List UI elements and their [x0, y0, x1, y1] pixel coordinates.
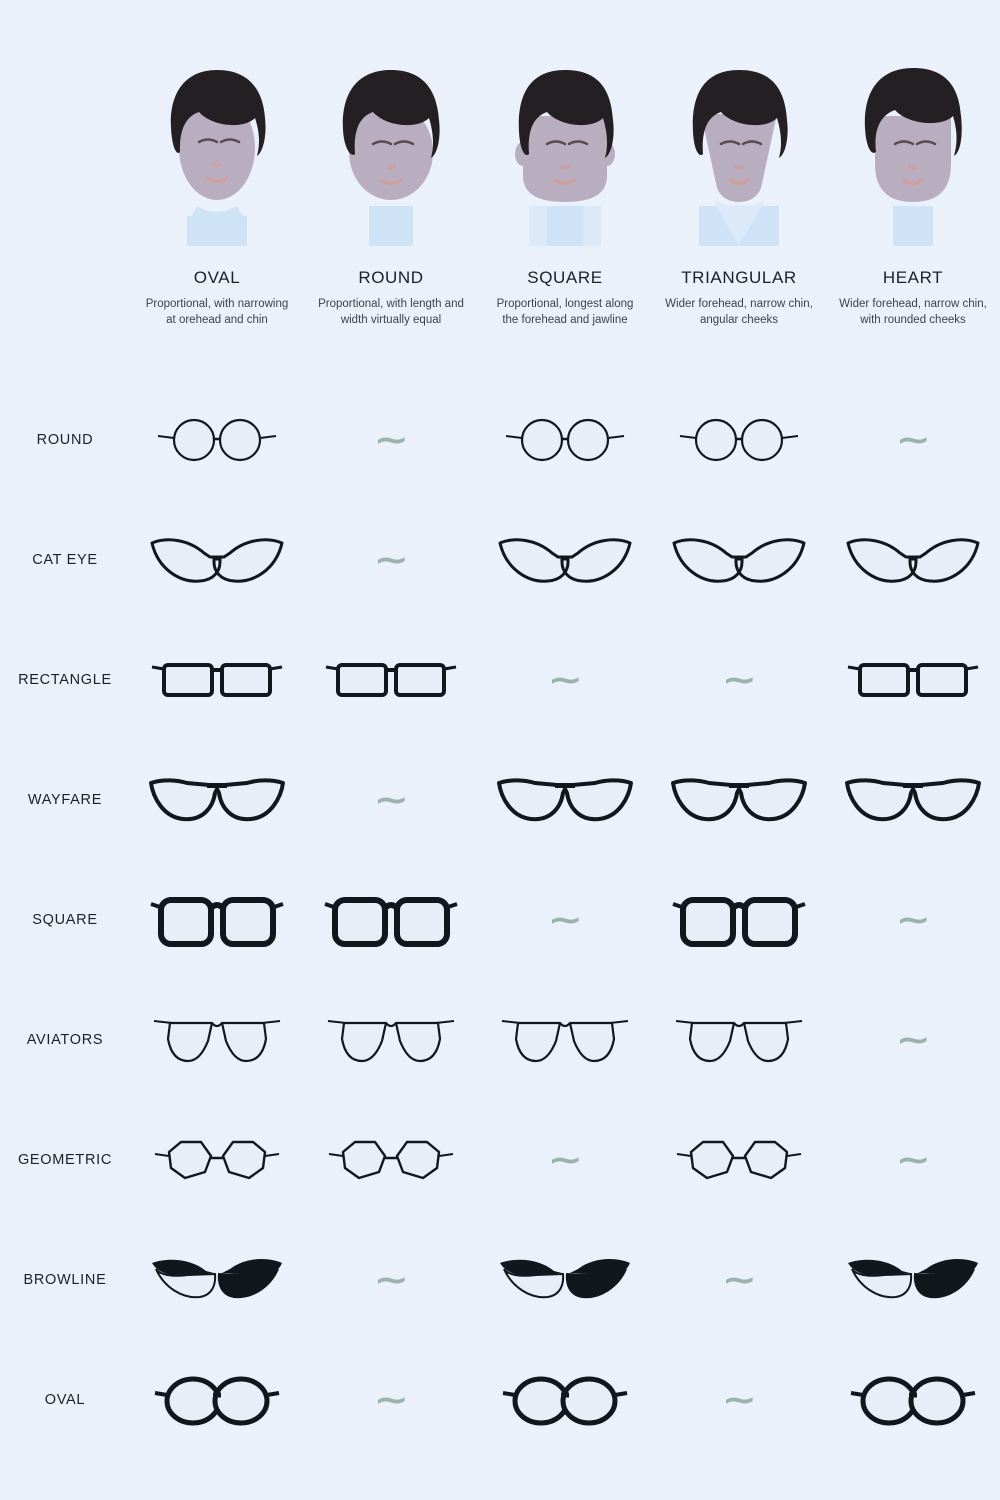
face-illustration-oval: [147, 56, 287, 246]
cell-not-recommended: [304, 1220, 478, 1340]
browline-glasses-icon: [148, 1255, 286, 1305]
cell-not-recommended: [826, 1100, 1000, 1220]
table-row: [0, 380, 1000, 500]
round-glasses-icon: [500, 408, 630, 472]
cell-not-recommended: [304, 500, 478, 620]
cell-not-recommended: [304, 740, 478, 860]
not-recommended-icon: ~: [547, 900, 583, 940]
row-cells: [130, 500, 1000, 620]
row-cells: [130, 1220, 1000, 1340]
cell-glasses-rectangle: [130, 620, 304, 740]
face-title: TRIANGULAR: [681, 268, 797, 287]
table-row: [0, 740, 1000, 860]
cell-glasses-wayfare: [478, 740, 652, 860]
cell-glasses-rectangle: [826, 620, 1000, 740]
table-row: [0, 1340, 1000, 1460]
square-glasses-icon: [671, 888, 807, 952]
row-label: RECTANGLE: [18, 672, 112, 688]
row-cells: [130, 980, 1000, 1100]
not-recommended-icon: ~: [895, 1020, 931, 1060]
cell-glasses-cateye: [826, 500, 1000, 620]
cell-not-recommended: [478, 620, 652, 740]
row-cells: [130, 620, 1000, 740]
cell-glasses-wayfare: [130, 740, 304, 860]
face-title: HEART: [882, 268, 944, 287]
not-recommended-icon: ~: [721, 1380, 757, 1420]
geometric-glasses-icon: [325, 1130, 457, 1190]
not-recommended-icon: ~: [373, 780, 409, 820]
not-recommended-icon: ~: [373, 540, 409, 580]
wayfare-glasses-icon: [669, 771, 809, 829]
face-title: SQUARE: [527, 268, 603, 287]
aviator-glasses-icon: [150, 1011, 284, 1069]
cateye-glasses-icon: [496, 529, 634, 591]
face-illustration-triangular: [669, 56, 809, 246]
row-cells: [130, 740, 1000, 860]
row-label: CAT EYE: [32, 552, 98, 568]
face-column-square: [478, 56, 652, 329]
cell-glasses-square: [652, 860, 826, 980]
cell-glasses-aviator: [304, 980, 478, 1100]
table-row: [0, 1220, 1000, 1340]
face-title: ROUND: [358, 268, 424, 287]
frame-shape-rows: [0, 380, 1000, 1460]
aviator-glasses-icon: [324, 1011, 458, 1069]
cell-glasses-aviator: [652, 980, 826, 1100]
face-title: OVAL: [193, 268, 241, 287]
row-cells: [130, 860, 1000, 980]
cell-glasses-geometric: [652, 1100, 826, 1220]
cell-glasses-oval: [130, 1340, 304, 1460]
face-description: Wider forehead, narrow chin, angular cheeks: [665, 298, 813, 326]
cell-glasses-oval: [826, 1340, 1000, 1460]
row-label: OVAL: [44, 1392, 86, 1408]
wayfare-glasses-icon: [495, 771, 635, 829]
row-cells: [130, 1100, 1000, 1220]
cell-glasses-square: [130, 860, 304, 980]
not-recommended-icon: ~: [547, 660, 583, 700]
cell-glasses-oval: [478, 1340, 652, 1460]
face-description: Wider forehead, narrow chin, with rounded cheeks: [839, 298, 987, 326]
cell-not-recommended: [826, 380, 1000, 500]
cell-glasses-round: [130, 380, 304, 500]
round-glasses-icon: [152, 408, 282, 472]
browline-glasses-icon: [496, 1255, 634, 1305]
face-shape-header: [130, 56, 1000, 329]
oval-glasses-icon: [849, 1371, 977, 1429]
rectangle-glasses-icon: [148, 651, 286, 709]
not-recommended-icon: ~: [373, 420, 409, 460]
cell-not-recommended: [826, 860, 1000, 980]
geometric-glasses-icon: [151, 1130, 283, 1190]
cell-glasses-browline: [478, 1220, 652, 1340]
wayfare-glasses-icon: [147, 771, 287, 829]
face-column-oval: [130, 56, 304, 329]
row-cells: [130, 1340, 1000, 1460]
cell-glasses-cateye: [130, 500, 304, 620]
cell-glasses-rectangle: [304, 620, 478, 740]
row-label: SQUARE: [32, 912, 98, 928]
square-glasses-icon: [323, 888, 459, 952]
face-illustration-round: [321, 56, 461, 246]
oval-glasses-icon: [501, 1371, 629, 1429]
cell-glasses-round: [478, 380, 652, 500]
cell-glasses-browline: [130, 1220, 304, 1340]
not-recommended-icon: ~: [373, 1260, 409, 1300]
cell-glasses-browline: [826, 1220, 1000, 1340]
face-illustration-square: [495, 56, 635, 246]
cell-glasses-cateye: [478, 500, 652, 620]
not-recommended-icon: ~: [373, 1380, 409, 1420]
not-recommended-icon: ~: [895, 900, 931, 940]
cell-not-recommended: [304, 1340, 478, 1460]
cell-not-recommended: [478, 1100, 652, 1220]
face-column-heart: [826, 56, 1000, 329]
cell-glasses-aviator: [478, 980, 652, 1100]
cateye-glasses-icon: [844, 529, 982, 591]
oval-glasses-icon: [153, 1371, 281, 1429]
browline-glasses-icon: [844, 1255, 982, 1305]
aviator-glasses-icon: [672, 1011, 806, 1069]
cell-not-recommended: [478, 860, 652, 980]
not-recommended-icon: ~: [721, 1260, 757, 1300]
cell-glasses-square: [304, 860, 478, 980]
cell-glasses-wayfare: [652, 740, 826, 860]
square-glasses-icon: [149, 888, 285, 952]
cell-glasses-cateye: [652, 500, 826, 620]
table-row: [0, 860, 1000, 980]
not-recommended-icon: ~: [895, 420, 931, 460]
cell-not-recommended: [652, 1340, 826, 1460]
aviator-glasses-icon: [498, 1011, 632, 1069]
table-row: [0, 980, 1000, 1100]
wayfare-glasses-icon: [843, 771, 983, 829]
cell-glasses-round: [652, 380, 826, 500]
not-recommended-icon: ~: [895, 1140, 931, 1180]
not-recommended-icon: ~: [547, 1140, 583, 1180]
geometric-glasses-icon: [673, 1130, 805, 1190]
cell-not-recommended: [652, 1220, 826, 1340]
face-description: Proportional, longest along the forehead and jawline: [496, 298, 634, 326]
row-cells: [130, 380, 1000, 500]
face-illustration-heart: [843, 56, 983, 246]
cell-glasses-wayfare: [826, 740, 1000, 860]
row-label: WAYFARE: [27, 792, 103, 808]
cateye-glasses-icon: [670, 529, 808, 591]
row-label: ROUND: [36, 432, 94, 448]
face-column-triangular: [652, 56, 826, 329]
row-label: BROWLINE: [23, 1272, 107, 1288]
cell-not-recommended: [826, 980, 1000, 1100]
table-row: [0, 500, 1000, 620]
row-label: GEOMETRIC: [17, 1152, 113, 1168]
round-glasses-icon: [674, 408, 804, 472]
table-row: [0, 1100, 1000, 1220]
cell-not-recommended: [652, 620, 826, 740]
cell-glasses-geometric: [130, 1100, 304, 1220]
face-column-round: [304, 56, 478, 329]
cell-not-recommended: [304, 380, 478, 500]
cell-glasses-aviator: [130, 980, 304, 1100]
cell-glasses-geometric: [304, 1100, 478, 1220]
face-description: Proportional, with narrowing at orehead and chin: [145, 298, 289, 326]
rectangle-glasses-icon: [322, 651, 460, 709]
row-label: AVIATORS: [26, 1032, 104, 1048]
cateye-glasses-icon: [148, 529, 286, 591]
not-recommended-icon: ~: [721, 660, 757, 700]
face-description: Proportional, with length and width virtually equal: [318, 298, 464, 326]
table-row: [0, 620, 1000, 740]
rectangle-glasses-icon: [844, 651, 982, 709]
